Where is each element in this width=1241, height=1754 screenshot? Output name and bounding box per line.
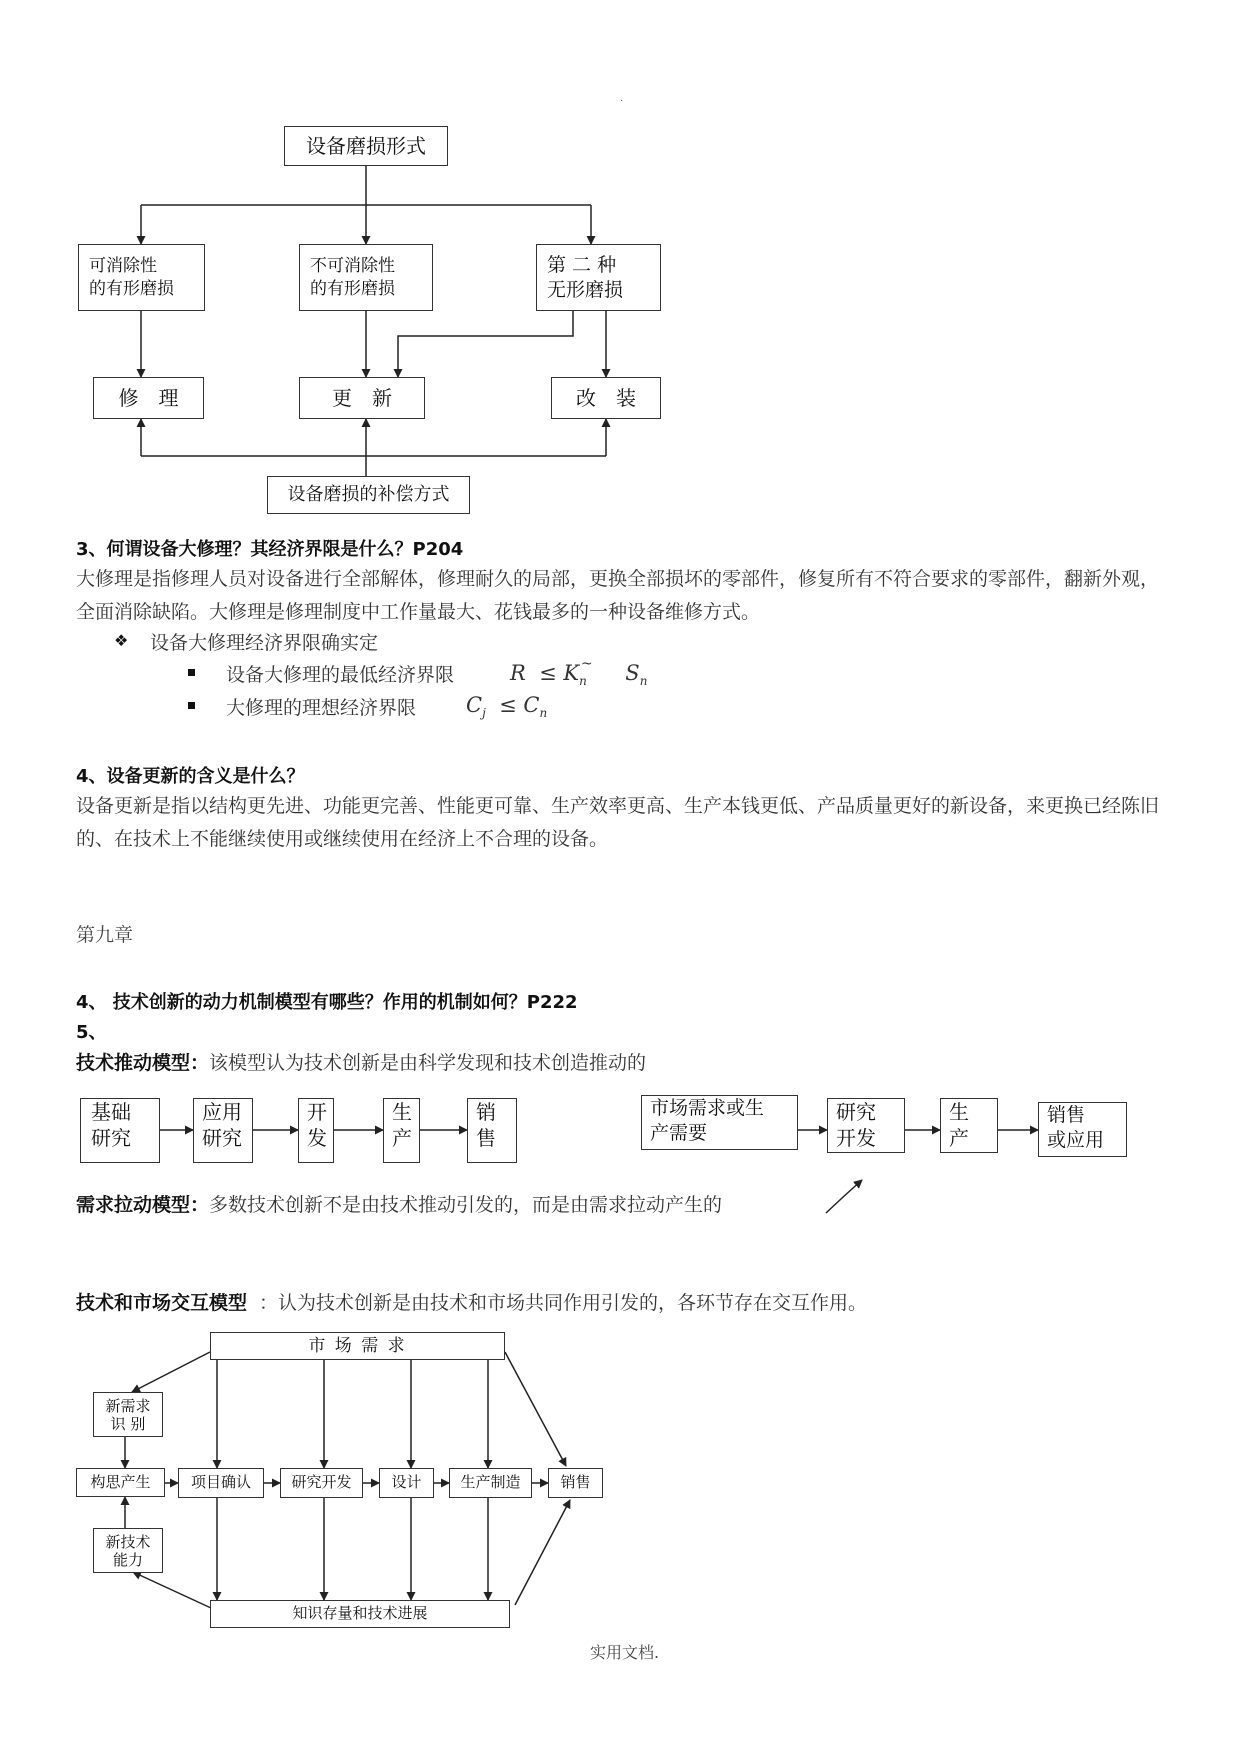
basic-research-box (80, 1098, 160, 1163)
project-box: 项目确认 (178, 1468, 264, 1498)
sales-l1: 销 (476, 1100, 496, 1124)
new-tech-box (93, 1528, 163, 1573)
design-box: 设计 (379, 1468, 434, 1498)
new-tech-l1: 新技术 (105, 1532, 151, 1551)
manufacture-box: 生产制造 (449, 1468, 532, 1498)
q3-heading: 3、何谓设备大修理？其经济界限是什么？P204 (76, 539, 464, 560)
formula-min-limit: $R \le K_n^\sim$ $S_n$ (510, 656, 648, 689)
renew-box: 更 新 (299, 377, 425, 419)
interactive-model-line (76, 1288, 867, 1315)
q5-number: 5、 (76, 1022, 107, 1043)
knowledge-box: 知识存量和技术进展 (210, 1600, 510, 1628)
market-demand-l2: 产需要 (650, 1121, 708, 1144)
sales-or-application-box (1038, 1102, 1127, 1157)
applied-research-l1: 应用 (202, 1100, 242, 1124)
wear-form-box: 设备磨损形式 (284, 126, 448, 166)
top-mark: . (620, 93, 624, 104)
interactive-model-label: 技术和市场交互模型 (76, 1292, 248, 1314)
pull-production-box (940, 1098, 998, 1153)
sales-app-l2: 或应用 (1047, 1128, 1105, 1151)
type-non-eliminable-tangible-box (299, 244, 433, 311)
demand-pull-line (76, 1190, 722, 1217)
q3-paragraph: 大修理是指修理人员对设备进行全部解体，修理耐久的局部，更换全部损坏的零部件，修复所有不符合要求的零部件，翻新外观，全面消除缺陷。大修理是修理制度中工作量最大、花钱最多的一种设备维修方式。 (76, 568, 1160, 623)
sales-app-l1: 销售 (1047, 1104, 1086, 1126)
new-tech-l2: 能力 (112, 1550, 143, 1569)
basic-research-l1: 基础 (91, 1100, 131, 1124)
applied-research-l2: 研究 (202, 1126, 242, 1150)
basic-research-l2: 研究 (91, 1126, 131, 1150)
q4-paragraph: 设备更新是指以结构更先进、功能更完善、性能更可靠、生产效率更高、生产本钱更低、产品质量更好的新设备，来更换已经陈旧的、在技术上不能继续使用或继续使用在经济上不合理的设备。 (76, 795, 1160, 850)
sales-box (467, 1098, 517, 1163)
new-demand-l2: 识 别 (110, 1414, 146, 1433)
concept-box: 构思产生 (76, 1468, 165, 1497)
diamond-bullet-icon: ❖ (114, 631, 129, 650)
interactive-rd-box: 研究开发 (280, 1468, 363, 1498)
q3-bullet-main: 设备大修理经济界限确实定 (150, 632, 379, 654)
type-eliminable-tangible-box (78, 244, 205, 311)
tech-push-text: 该模型认为技术创新是由科学发现和技术创造推动的 (209, 1052, 647, 1074)
market-box: 市 场 需 求 (210, 1332, 505, 1360)
interactive-model-text: ：认为技术创新是由技术和市场共同作用引发的，各环节存在交互作用。 (259, 1292, 868, 1314)
pull-production-l1: 生 (949, 1100, 969, 1124)
type2-line1: 不可消除性 (310, 256, 395, 277)
repair-box: 修 理 (93, 377, 204, 419)
formula-ideal-limit: $C_j \le C_n$ (466, 693, 548, 721)
square-bullet-icon (188, 702, 195, 709)
pull-production-l2: 产 (949, 1126, 969, 1150)
q3-sub1: 设备大修理的最低经济界限 (226, 664, 455, 686)
footer-text: 实用文档. (590, 1643, 660, 1662)
market-demand-l1: 市场需求或生 (650, 1097, 765, 1119)
rd-l1: 研究 (836, 1100, 876, 1124)
interactive-sales-box: 销售 (548, 1468, 603, 1498)
type3-line2: 无形磨损 (547, 278, 624, 301)
q4-heading: 4、设备更新的含义是什么？ (76, 766, 305, 787)
type-second-intangible-box (536, 244, 661, 311)
compensation-box: 设备磨损的补偿方式 (267, 476, 470, 514)
development-l1: 开 (307, 1100, 327, 1124)
tech-push-label: 技术推动模型： (76, 1052, 210, 1074)
new-demand-l1: 新需求 (105, 1396, 151, 1415)
production-box (383, 1098, 420, 1163)
demand-pull-text: 多数技术创新不是由技术推动引发的，而是由需求拉动产生的 (209, 1194, 723, 1216)
q3-sub2: 大修理的理想经济界限 (226, 697, 417, 719)
production-l2: 产 (392, 1126, 412, 1150)
modify-box: 改 装 (551, 377, 661, 419)
sales-l2: 售 (476, 1126, 496, 1150)
tech-push-line (76, 1048, 646, 1075)
market-demand-box (641, 1095, 798, 1150)
applied-research-box (193, 1098, 253, 1163)
type1-line1: 可消除性 (89, 256, 157, 277)
production-l1: 生 (392, 1100, 412, 1124)
type1-line2: 的有形磨损 (89, 278, 174, 299)
type2-line2: 的有形磨损 (310, 278, 395, 299)
development-box (298, 1098, 334, 1163)
rd-box (827, 1098, 905, 1153)
q4b-heading: 4、 技术创新的动力机制模型有哪些？作用的机制如何？P222 (76, 992, 578, 1013)
new-demand-box (93, 1392, 163, 1437)
square-bullet-icon (188, 669, 195, 676)
demand-pull-label: 需求拉动模型： (76, 1194, 210, 1216)
development-l2: 发 (307, 1126, 327, 1150)
rd-l2: 开发 (836, 1126, 876, 1150)
type3-line1: 第 二 种 (547, 253, 617, 276)
chapter-title: 第九章 (76, 924, 134, 946)
